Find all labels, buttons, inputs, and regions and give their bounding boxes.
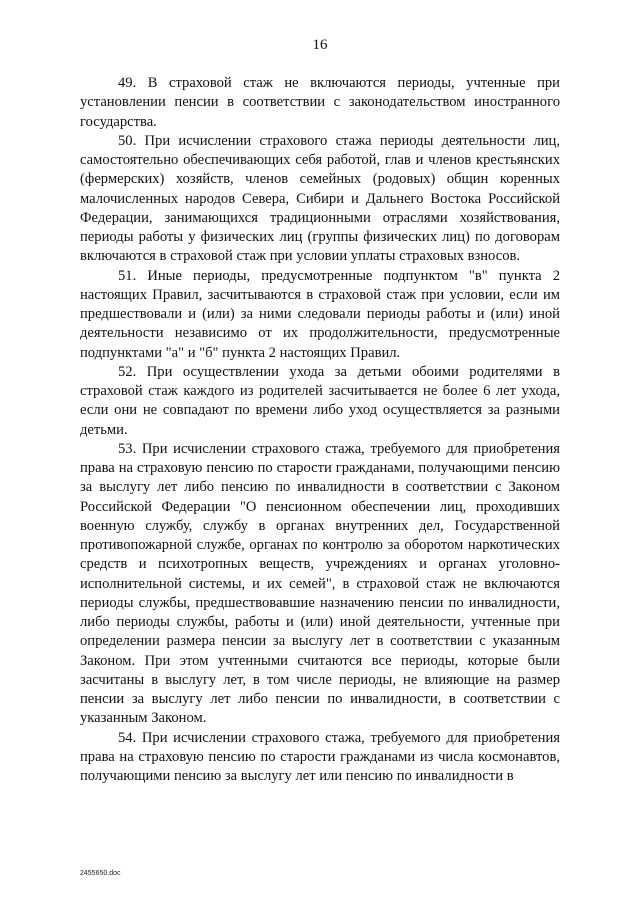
paragraph-54: 54. При исчислении страхового стажа, требуемого для приобретения права на страховую пенсию по старости гражданами из числа космонавтов, получающими пенсию за выслугу лет или пенсию по инвалидности в xyxy=(80,729,560,784)
page-number: 16 xyxy=(312,37,328,53)
document-body xyxy=(80,74,560,786)
paragraph-53: 53. При исчислении страхового стажа, требуемого для приобретения права на страховую пенсию по старости гражданами, получающими пенсию за выслугу лет либо пенсию по инвалидности в соответствии с Законом Российской Федерации "О пенсионном обеспечении лиц, проходивших военную службу, службу в органах внутренних дел, Государственной противопожарной службе, органах по контролю за оборотом наркотических средств и психотропных веществ, учреждениях и органах уголовно-исполнительной системы, и их семей", в страховой стаж не включаются периоды службы, предшествовавшие назначению пенсии по инвалидности, либо периоды службы, работы и (или) иной деятельности, учтенные при определении размера пенсии за выслугу лет в соответствии с указанным Законом. При этом учтенными считаются все периоды, которые были засчитаны в выслугу лет, в том числе периоды, не влияющие на размер пенсии за выслугу лет либо пенсии по инвалидности, в соответствии с указанным Законом. xyxy=(80,440,560,727)
footer-filename: 2455650.doc xyxy=(80,870,121,877)
paragraph-52: 52. При осуществлении ухода за детьми обоими родителями в страховой стаж каждого из родителей засчитывается не более 6 лет ухода, если они не совпадают по времени либо уход осуществляется за разными детьми. xyxy=(80,363,560,438)
paragraph-49: 49. В страховой стаж не включаются периоды, учтенные при установлении пенсии в соответствии с законодательством иностранного государства. xyxy=(80,75,560,130)
paragraph-51: 51. Иные периоды, предусмотренные подпунктом "в" пункта 2 настоящих Правил, засчитываются в страховой стаж при условии, если им предшествовали и (или) за ними следовали периоды работы и (или) иной деятельности независимо от их продолжительности, предусмотренные подпунктами "а" и "б" пункта 2 настоящих Правил. xyxy=(80,267,560,361)
paragraph-50: 50. При исчислении страхового стажа периоды деятельности лиц, самостоятельно обеспечивающих себя работой, глав и членов крестьянских (фермерских) хозяйств, членов семейных (родовых) общин коренных малочисленных народов Севера, Сибири и Дальнего Востока Российской Федерации, занимающихся традиционными отраслями хозяйствования, периоды работы у физических лиц (группы физических лиц) по договорам включаются в страховой стаж при условии уплаты страховых взносов. xyxy=(80,132,560,265)
